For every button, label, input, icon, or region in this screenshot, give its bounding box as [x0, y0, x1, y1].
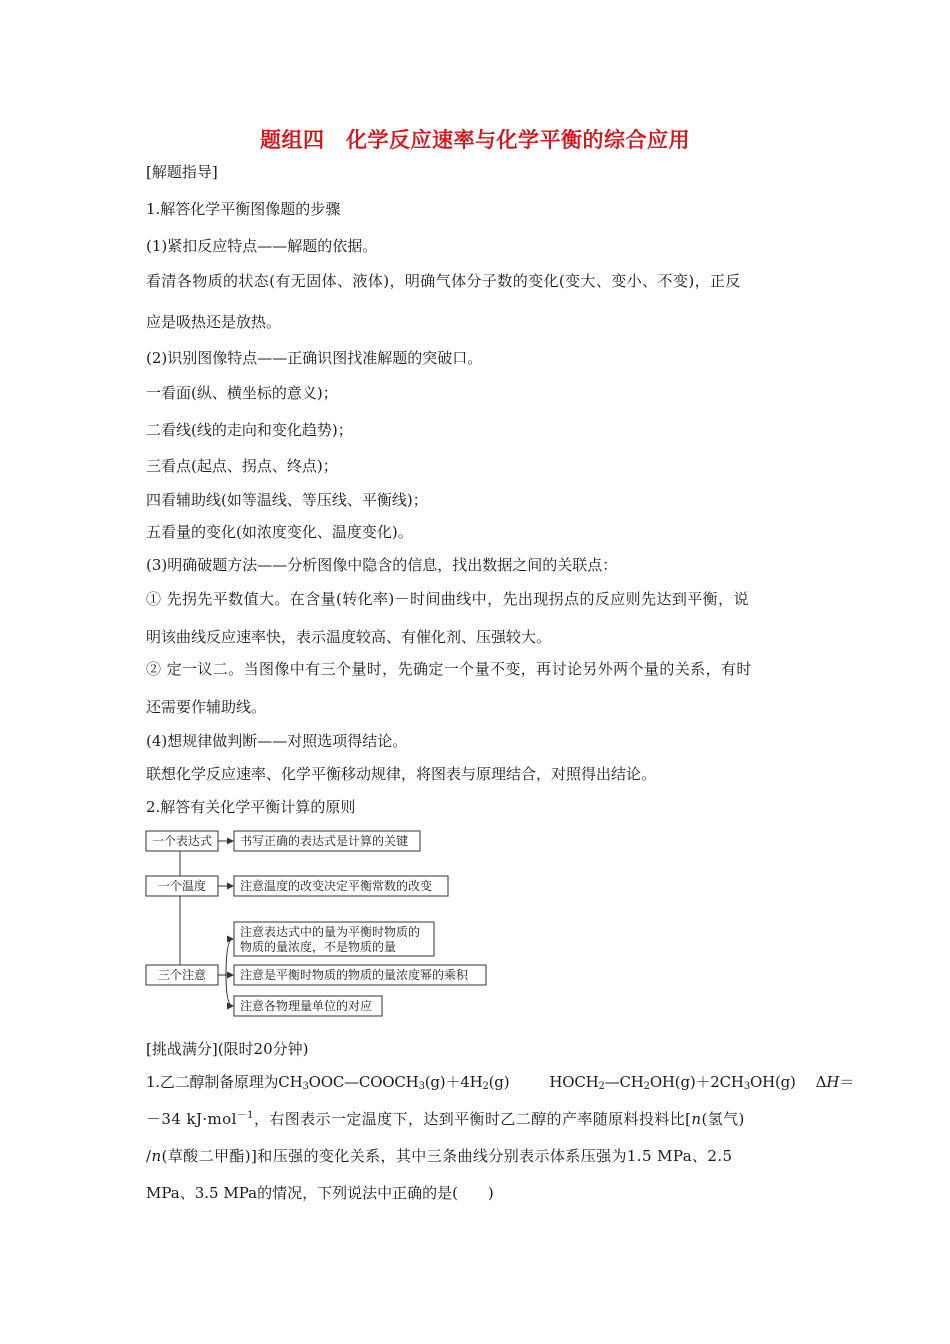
- box1-note: 书写正确的表达式是计算的关键: [240, 834, 409, 848]
- section-2-heading: 2.解答有关化学平衡计算的原则: [146, 798, 356, 816]
- guide-header: [解题指导]: [146, 163, 218, 181]
- question-1-line-2: －34 kJ·mol$^{-1}$，右图表示一定温度下，达到平衡时乙二醇的产率随原料投料比[n(氢气): [146, 1110, 745, 1128]
- step-2-line-1: 一看面(纵、横坐标的意义)；: [146, 384, 338, 402]
- step-3-rule-1-line-2: 明该曲线反应速率快，表示温度较高、有催化剂、压强较大。: [146, 628, 552, 646]
- step-2-line-5: 五看量的变化(如浓度变化、温度变化)。: [146, 523, 413, 541]
- box3-note2: 注意是平衡时物质的物质的量浓度幂的乘积: [240, 968, 469, 982]
- section-1-heading: 1.解答化学平衡图像题的步骤: [146, 200, 341, 218]
- challenge-header: [挑战满分](限时20分钟): [146, 1040, 309, 1058]
- step-3: (3)明确破题方法——分析图像中隐含的信息，找出数据之间的关联点：: [146, 556, 618, 574]
- box3-note1-line1: 注意表达式中的量为平衡时物质的: [240, 925, 421, 939]
- box3-note3: 注意各物理量单位的对应: [240, 999, 373, 1013]
- page-title: 题组四 化学反应速率与化学平衡的综合应用: [260, 128, 690, 152]
- question-1-line-4: MPa、3.5 MPa的情况，下列说法中正确的是( ): [146, 1184, 494, 1202]
- box2-note: 注意温度的改变决定平衡常数的改变: [240, 879, 433, 893]
- step-2-line-2: 二看线(线的走向和变化趋势)；: [146, 421, 353, 439]
- box3-note1-line2: 物质的量浓度，不是物质的量: [240, 940, 397, 954]
- step-4: (4)想规律做判断——对照选项得结论。: [146, 732, 408, 750]
- calculation-principles-diagram: [140, 826, 500, 1022]
- step-2: (2)识别图像特点——正确识图找准解题的突破口。: [146, 349, 483, 367]
- step-3-rule-2-line-1: ② 定一议二。当图像中有三个量时，先确定一个量不变，再讨论另外两个量的关系，有时: [146, 660, 752, 678]
- step-1-line-1: 看清各物质的状态(有无固体、液体)，明确气体分子数的变化(变大、变小、不变)，正反: [146, 272, 741, 290]
- step-1: (1)紧扣反应特点——解题的依据。: [146, 237, 378, 255]
- step-1-line-2: 应是吸热还是放热。: [146, 313, 282, 331]
- question-1-line-3: /n(草酸二甲酯)]和压强的变化关系，其中三条曲线分别表示体系压强为1.5 MPa、2.5: [146, 1147, 733, 1165]
- question-1-line-1: 1.乙二醇制备原理为$CH_3OOC—COOCH_3(g)+4H_2(g)$ $HOCH_2—CH_2OH(g)+2CH_3OH(g)$ ΔH＝: [146, 1073, 855, 1092]
- box1-label: 一个表达式: [151, 834, 213, 848]
- step-4-line-1: 联想化学反应速率、化学平衡移动规律，将图表与原理结合，对照得出结论。: [146, 765, 657, 783]
- step-3-rule-2-line-2: 还需要作辅助线。: [146, 698, 267, 716]
- step-2-line-3: 三看点(起点、拐点、终点)；: [146, 457, 338, 475]
- step-2-line-4: 四看辅助线(如等温线、等压线、平衡线)；: [146, 491, 428, 509]
- box2-label: 一个温度: [157, 879, 207, 893]
- box3-label: 三个注意: [157, 968, 207, 982]
- step-3-rule-1-line-1: ① 先拐先平数值大。在含量(转化率)－时间曲线中，先出现拐点的反应则先达到平衡，说: [146, 590, 749, 608]
